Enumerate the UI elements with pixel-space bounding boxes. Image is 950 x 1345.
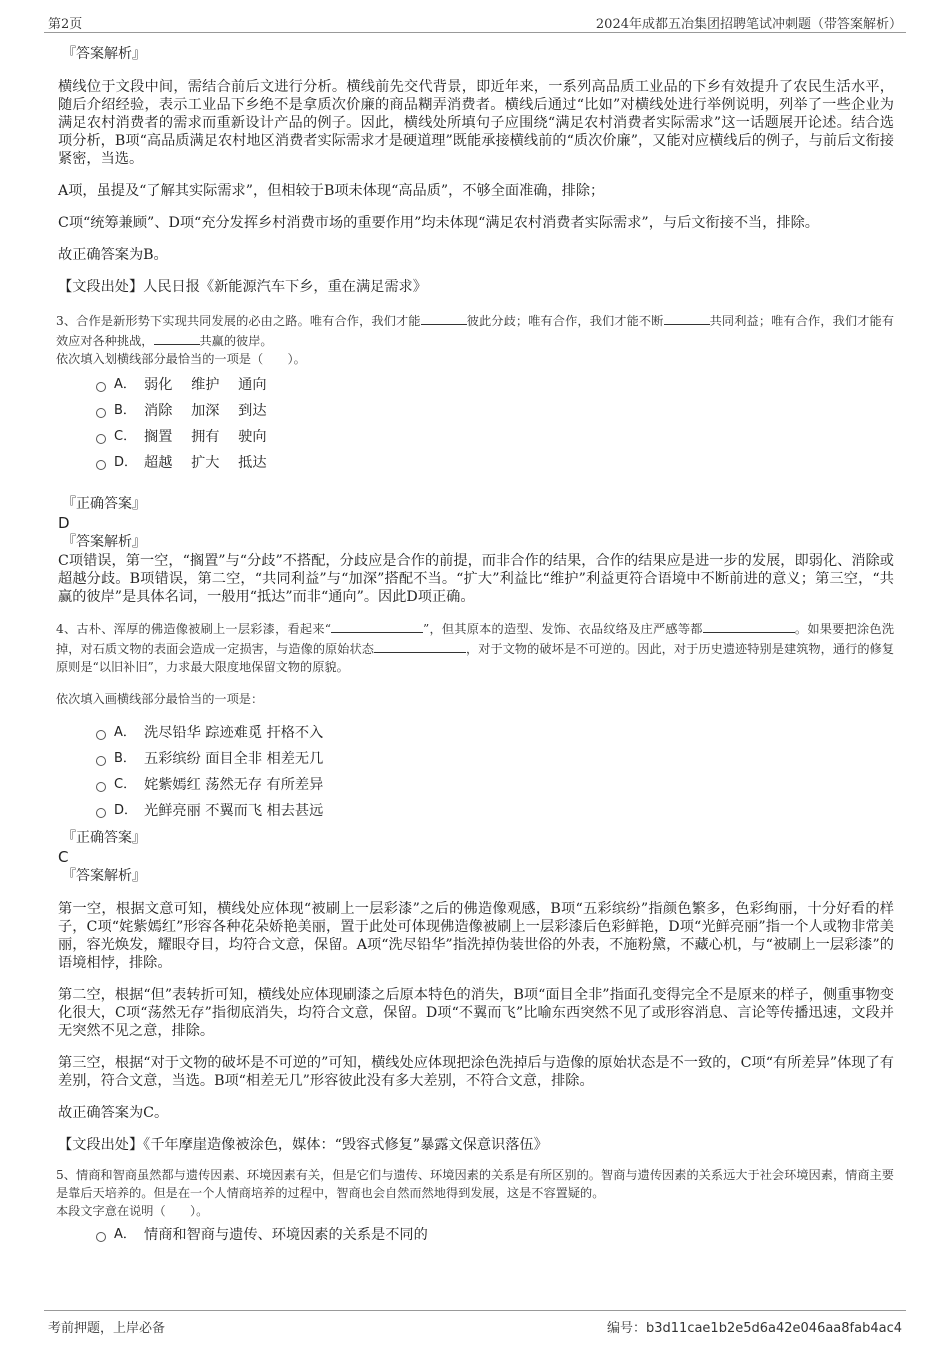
page-header bbox=[44, 10, 906, 33]
analysis-paragraph: A项，虽提及“了解其实际需求”，但相较于B项未体现“高品质”，不够全面准确，排除； bbox=[58, 183, 605, 199]
option-c[interactable]: C． 姹紫嫣红 荡然无存 有所差异 bbox=[96, 772, 894, 798]
question-5-options bbox=[96, 1222, 894, 1248]
question-3-stem: 3、合作是新形势下实现共同发展的必由之路。唯有合作，我们才能 彼此分歧；唯有合作，我们才能不断 共同利益；唯有合作，我们才能有效应对各种挑战， 共赢的彼岸。 bbox=[56, 310, 894, 350]
analysis-paragraph: 横线位于文段中间，需结合前后文进行分析。横线前先交代背景，即近年来，一系列高品质工业品的下乡有效提升了农民生活水平，随后介绍经验，表示工业品下乡绝不是拿质次价廉的商品糊弄消费者。横线后通过“比如”对横线处进行举例说明，列举了一些企业为满足农村消费者的需求而重新设计产品的例子。因此，横线处所填句子应围绕“满足农村消费者实际需求”这一话题展开论述。结合选项分析，B项“高品质满足农村地区消费者实际需求才是硬道理”既能承接横线前的“质次价廉”，又能对应横线后的例子，与前后文衔接紧密，当选。 bbox=[58, 79, 894, 167]
radio-icon[interactable] bbox=[96, 434, 106, 444]
fill-blank bbox=[421, 310, 467, 325]
radio-icon[interactable] bbox=[96, 460, 106, 470]
question-5-stem: 5、情商和智商虽然都与遗传因素、环境因素有关，但是它们与遗传、环境因素的关系是有所区别的。智商与遗传因素的关系远大于社会环境因素，情商主要是靠后天培养的。但是在一个人情商培养的过程中，智商也会自然而然地得到发展，这是不容置疑的。 bbox=[56, 1168, 894, 1200]
footer-slogan: 考前押题，上岸必备 bbox=[48, 1321, 166, 1336]
option-c[interactable]: C． 搁置 拥有 驶向 bbox=[96, 424, 894, 450]
correct-answer: C bbox=[58, 848, 69, 866]
page-footer bbox=[44, 1310, 906, 1337]
option-a[interactable]: A． 弱化 维护 通向 bbox=[96, 372, 894, 398]
radio-icon[interactable] bbox=[96, 730, 106, 740]
question-3-options bbox=[96, 372, 894, 476]
radio-icon[interactable] bbox=[96, 782, 106, 792]
fill-blank bbox=[331, 618, 423, 633]
analysis-label: 『答案解析』 bbox=[62, 534, 146, 550]
radio-icon[interactable] bbox=[96, 1232, 106, 1242]
analysis-label: 『答案解析』 bbox=[62, 46, 146, 62]
document-code: 编号：b3d11cae1b2e5d6a42e046aa8fab4ac4 bbox=[606, 1321, 902, 1336]
analysis-paragraph: 第三空，根据“对于文物的破坏是不可逆的”可知，横线处应体现把涂色洗掉后与造像的原始状态是不一致的，C项“有所差异”体现了有差别，符合文意，当选。B项“相差无几”形容彼此没有多大差别，不符合文意，排除。 bbox=[58, 1055, 894, 1089]
option-b[interactable]: B． 五彩缤纷 面目全非 相差无几 bbox=[96, 746, 894, 772]
analysis-label: 『答案解析』 bbox=[62, 868, 146, 884]
fill-blank bbox=[374, 638, 466, 653]
correct-answer-label: 『正确答案』 bbox=[62, 496, 146, 512]
fill-blank bbox=[154, 330, 200, 345]
fill-blank bbox=[703, 618, 795, 633]
page-number: 第2页 bbox=[48, 17, 83, 32]
source-citation: 【文段出处】《千年摩崖造像被涂色，媒体：“毁容式修复”暴露文保意识落伍》 bbox=[58, 1137, 548, 1153]
radio-icon[interactable] bbox=[96, 756, 106, 766]
analysis-conclusion: 故正确答案为C。 bbox=[58, 1105, 169, 1121]
question-4-stem: 4、古朴、浑厚的佛造像被刷上一层彩漆，看起来“ ”，但其原本的造型、发饰、衣品纹络及庄严感等都 。如果要把涂色洗掉，对石质文物的表面会造成一定损害，与造像的原始状态 ，对于文物的破坏是不可逆的。因此，对于历史遗迹特别是建筑物，通行的修复原则是“以旧补旧”，力求最大限度地保留文物的原貌。 bbox=[56, 618, 894, 676]
radio-icon[interactable] bbox=[96, 382, 106, 392]
page-content bbox=[56, 38, 894, 1248]
analysis-paragraph: 第二空，根据“但”表转折可知，横线处应体现刷漆之后原本特色的消失，B项“面目全非”指面孔变得完全不是原来的样子，侧重事物变化很大，C项“荡然无存”指彻底消失，均符合文意，保留。D项“不翼而飞”比喻东西突然不见了或形容消息、言论等传播迅速，文段并无突然不见之意，排除。 bbox=[58, 987, 894, 1039]
analysis-paragraph: 第一空，根据文意可知，横线处应体现“被刷上一层彩漆”之后的佛造像观感，B项“五彩缤纷”指颜色繁多，色彩绚丽，十分好看的样子，C项“姹紫嫣红”形容各种花朵娇艳美丽，置于此处可体现佛造像被刷上一层彩漆后色彩鲜艳，D项“光鲜亮丽”指一个人或物非常美丽，容光焕发，耀眼夺目，均符合文意，保留。A项“洗尽铅华”指洗掉伪装世俗的外表，不施粉黛，不藏心机，与“被刷上一层彩漆”的语境相悖，排除。 bbox=[58, 901, 894, 971]
analysis-conclusion: 故正确答案为B。 bbox=[58, 247, 168, 263]
option-d[interactable]: D． 超越 扩大 抵达 bbox=[96, 450, 894, 476]
correct-answer-label: 『正确答案』 bbox=[62, 830, 146, 846]
radio-icon[interactable] bbox=[96, 808, 106, 818]
correct-answer: D bbox=[58, 514, 70, 532]
analysis-paragraph: C项“统筹兼顾”、D项“充分发挥乡村消费市场的重要作用”均未体现“满足农村消费者实际需求”，与后文衔接不当，排除。 bbox=[58, 215, 819, 231]
source-citation: 【文段出处】人民日报《新能源汽车下乡，重在满足需求》 bbox=[58, 279, 427, 295]
option-b[interactable]: B． 消除 加深 到达 bbox=[96, 398, 894, 424]
document-title: 2024年成都五冶集团招聘笔试冲刺题（带答案解析） bbox=[595, 17, 902, 32]
question-4-options bbox=[96, 720, 894, 824]
radio-icon[interactable] bbox=[96, 408, 106, 418]
analysis-paragraph: C项错误，第一空，“搁置”与“分歧”不搭配，分歧应是合作的前提，而非合作的结果，合作的结果应是进一步的发展，即弱化、消除或超越分歧。B项错误，第二空，“共同利益”与“加深”搭配不当。“扩大”利益比“维护”利益更符合语境中不断前进的意义；第三空，“共赢的彼岸”是具体名词，一般用“抵达”而非“通向”。因此D项正确。 bbox=[58, 553, 894, 605]
option-a[interactable]: A． 洗尽铅华 踪迹难觅 扞格不入 bbox=[96, 720, 894, 746]
option-a[interactable]: A． 情商和智商与遗传、环境因素的关系是不同的 bbox=[96, 1222, 894, 1248]
fill-blank bbox=[664, 310, 710, 325]
option-d[interactable]: D． 光鲜亮丽 不翼而飞 相去甚远 bbox=[96, 798, 894, 824]
question-4-prompt: 依次填入画横线部分最恰当的一项是： bbox=[56, 692, 264, 706]
question-3-prompt: 依次填入划横线部分最恰当的一项是（ ）。 bbox=[56, 352, 306, 366]
question-5-prompt: 本段文字意在说明（ ）。 bbox=[56, 1204, 209, 1218]
